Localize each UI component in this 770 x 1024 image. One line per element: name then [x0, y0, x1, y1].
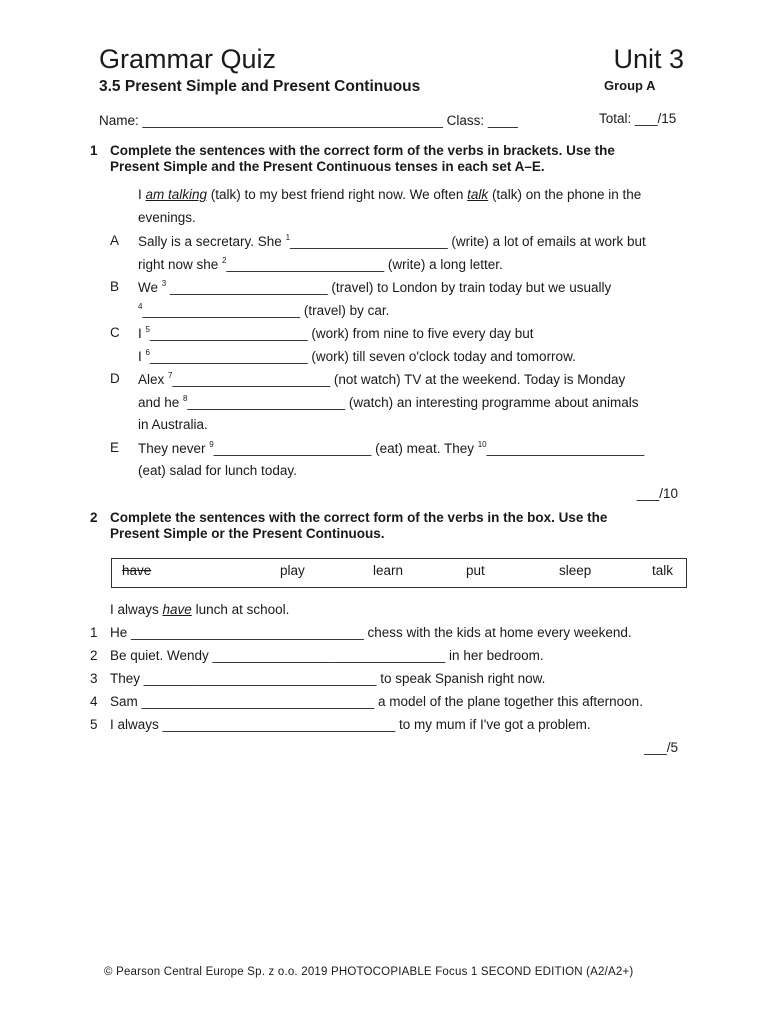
exercise-1-number: 1 [90, 143, 98, 158]
item-number: 5 [90, 717, 98, 732]
gap-number: 7 [168, 371, 173, 380]
gap-blank[interactable]: _____________________ (not watch) TV at the weekend. Today is Monday [172, 372, 626, 387]
example-text: I [138, 187, 146, 202]
item-line: in Australia. [138, 417, 208, 432]
item-letter: E [110, 440, 120, 455]
exercise-1-example-line-2: evenings. [138, 210, 196, 225]
item-line[interactable]: I always _______________________________ to my mum if I've got a problem. [110, 717, 591, 732]
word-box-item: talk [652, 563, 674, 578]
example-answer: talk [467, 187, 489, 202]
example-answer: am talking [145, 187, 208, 202]
word-box-item: play [280, 563, 305, 578]
unit-label: Unit 3 [613, 44, 684, 74]
item-line: They never $^9$_____________________ (eat) meat. They $^{10}$_____________________ [138, 440, 645, 456]
gap-blank[interactable]: _____________________ (travel) to London by train today but we usually [166, 280, 612, 295]
example-text: (talk) to my best friend right now. We often [207, 187, 468, 202]
word-box-item: put [466, 563, 485, 578]
item-number: 1 [90, 625, 98, 640]
item-letter: D [110, 371, 120, 386]
word-box [111, 558, 687, 588]
item-line: I $^5$_____________________ (work) from nine to five every day but [138, 325, 534, 341]
exercise-2-number: 2 [90, 510, 98, 525]
item-line: right now she $^2$_____________________ (write) a long letter. [138, 256, 503, 272]
total-score: Total: ___/15 [599, 111, 677, 126]
exercise-1-score: ___/10 [636, 486, 678, 501]
item-line[interactable]: Sam _______________________________ a model of the plane together this afternoon. [110, 694, 643, 709]
item-line: (eat) salad for lunch today. [138, 463, 297, 478]
example-text: (talk) on the phone in the [488, 187, 642, 202]
gap-blank[interactable]: _____________________ (write) a long letter. [226, 257, 503, 272]
item-letter: B [110, 279, 120, 294]
exercise-2-instruction: Complete the sentences with the correct form of the verbs in the box. Use the [110, 510, 608, 525]
word-box-item: sleep [559, 563, 592, 578]
item-line: I $^6$_____________________ (work) till seven o'clock today and tomorrow. [138, 348, 576, 364]
item-number: 4 [90, 694, 98, 709]
gap-number: 9 [209, 440, 214, 449]
gap-number: 10 [477, 440, 487, 449]
gap-blank[interactable]: _____________________ (watch) an interesting programme about animals [187, 395, 639, 410]
item-line: Alex $^7$_____________________ (not watch) TV at the weekend. Today is Monday [138, 371, 626, 387]
gap-blank[interactable]: _____________________ (work) from nine to five every day but [149, 326, 534, 341]
item-line: Sally is a secretary. She $^1$_____________________ (write) a lot of emails at work but [138, 233, 646, 249]
item-line: We $^3$ _____________________ (travel) to London by train today but we usually [138, 279, 612, 295]
item-number: 2 [90, 648, 98, 663]
exercise-2-example: I always have lunch at school. [110, 602, 290, 617]
example-answer: have [162, 602, 192, 617]
item-line [138, 302, 389, 318]
gap-number: 4 [138, 302, 143, 311]
group-label: Group A [604, 78, 656, 93]
exercise-2-score: ___/5 [644, 740, 678, 755]
exercise-1-instruction: Complete the sentences with the correct form of the verbs in brackets. Use the [110, 143, 615, 158]
gap-blank[interactable]: _____________________ (travel) by car. [142, 303, 390, 318]
item-line[interactable]: They _______________________________ to speak Spanish right now. [110, 671, 546, 686]
gap-blank[interactable]: _____________________ [486, 441, 645, 456]
gap-number: 2 [222, 256, 227, 265]
item-line[interactable]: He _______________________________ chess with the kids at home every weekend. [110, 625, 632, 640]
gap-number: 3 [161, 279, 167, 288]
gap-blank[interactable]: _____________________ (eat) meat. They [213, 441, 478, 456]
item-letter: C [110, 325, 120, 340]
name-class-line: Name: ________________________________________ Class: ____ [99, 113, 518, 128]
quiz-subtitle: 3.5 Present Simple and Present Continuous [99, 78, 421, 95]
item-letter: A [110, 233, 120, 248]
word-box-item: learn [373, 563, 404, 578]
gap-number: 6 [145, 348, 150, 357]
quiz-title: Grammar Quiz [99, 44, 277, 74]
item-number: 3 [90, 671, 98, 686]
footer-copyright: © Pearson Central Europe Sp. z o.o. 2019 PHOTOCOPIABLE Focus 1 SECOND EDITION (A2/A2+) [104, 966, 634, 978]
gap-number: 8 [183, 394, 188, 403]
gap-number: 1 [285, 233, 291, 242]
exercise-2-instruction-2: Present Simple or the Present Continuous. [110, 526, 385, 541]
item-line[interactable]: Be quiet. Wendy _______________________________ in her bedroom. [110, 648, 544, 663]
gap-blank[interactable]: _____________________ (write) a lot of emails at work but [290, 234, 646, 249]
item-line: and he $^8$_____________________ (watch) an interesting programme about animals [138, 394, 639, 410]
exercise-1-instruction-2: Present Simple and the Present Continuous tenses in each set A–E. [110, 159, 545, 174]
exercise-1-example [138, 187, 641, 202]
gap-number: 5 [145, 325, 150, 334]
gap-blank[interactable]: _____________________ (work) till seven o'clock today and tomorrow. [149, 349, 576, 364]
word-box-item: have [122, 563, 152, 578]
